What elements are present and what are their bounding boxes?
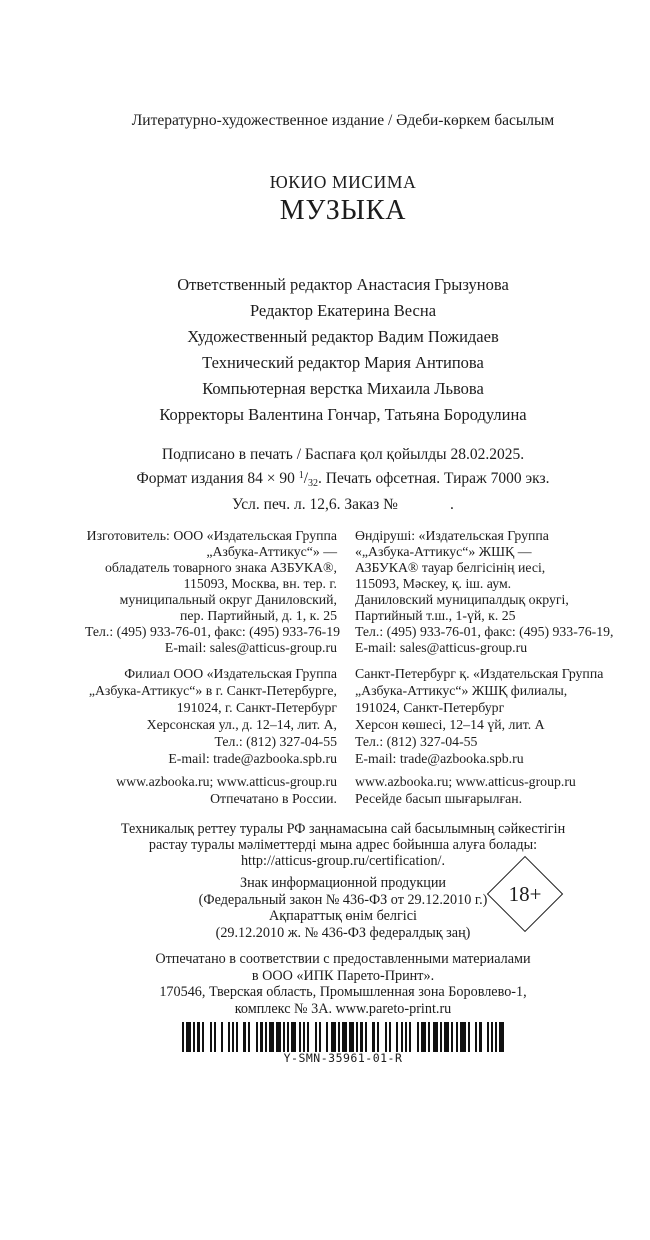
manufacturer-line: «„Азбука-Аттикус“» ЖШҚ — xyxy=(355,544,532,559)
signed-to-print-line: Подписано в печать / Баспаға қол қойылды 28.02.2025. xyxy=(161,446,525,463)
manufacturer-kazakh-column xyxy=(355,528,613,656)
branch-line: 191024, Санкт-Петербург xyxy=(355,700,505,715)
info-sign-line: (29.12.2010 ж. № 436-ФЗ федералдық заң) xyxy=(215,924,471,941)
branch-line: Филиал ООО «Издательская Группа xyxy=(124,666,337,681)
info-sign-line: (Федеральный закон № 436-ФЗ от 29.12.2010 г.) xyxy=(198,891,488,908)
barcode-caption: Y-SMN-35961-01-R xyxy=(283,1051,403,1065)
websites-line: www.azbooka.ru; www.atticus-group.ru xyxy=(355,774,576,789)
branch-phone-line: Тел.: (812) 327-04-55 xyxy=(355,734,478,749)
book-title: МУЗЫКА xyxy=(279,195,407,226)
order-number-line: Усл. печ. л. 12,6. Заказ № . xyxy=(232,496,454,513)
websites-block xyxy=(85,773,601,807)
printing-house-block xyxy=(85,951,601,1017)
manufacturer-phone-line: Тел.: (495) 933-76-01, факс: (495) 933-76-19, xyxy=(355,624,614,639)
branch-line: „Азбука-Аттикус“» ЖШҚ филиалы, xyxy=(355,683,568,698)
manufacturer-email-line: E-mail: sales@atticus-group.ru xyxy=(355,640,528,655)
edition-type-line: Литературно-художественное издание / Әдеби-көркем басылым xyxy=(131,112,555,129)
printer-line: в ООО «ИПК Парето-Принт». xyxy=(251,967,435,984)
manufacturer-line: Изготовитель: ООО «Издательская Группа xyxy=(86,528,337,543)
printer-line: 170546, Тверская область, Промышленная зона Боровлево-1, xyxy=(159,984,527,1000)
age-rating-badge xyxy=(487,856,563,932)
printed-in-line: Отпечатано в России. xyxy=(210,791,337,806)
manufacturer-line: пер. Партийный, д. 1, к. 25 xyxy=(180,608,337,623)
branch-phone-line: Тел.: (812) 327-04-55 xyxy=(214,734,337,749)
branch-line: Херсонская ул., д. 12–14, лит. А, xyxy=(146,717,337,732)
manufacturer-line: Партийный т.ш., 1-үй, к. 25 xyxy=(355,608,516,623)
barcode xyxy=(85,1022,601,1065)
info-sign-line: Знак информационной продукции xyxy=(239,875,447,891)
certification-url-line: http://atticus-group.ru/certification/. xyxy=(240,853,446,869)
fraction-numerator: 1 xyxy=(298,470,304,481)
manufacturer-line: Даниловский муниципалдық округі, xyxy=(355,592,569,607)
branch-line: Санкт-Петербург қ. «Издательская Группа xyxy=(355,666,604,681)
branch-email-line: E-mail: trade@azbooka.spb.ru xyxy=(355,751,524,766)
staff-line: Корректоры Валентина Гончар, Татьяна Бородулина xyxy=(159,405,527,424)
staff-line: Художественный редактор Вадим Пожидаев xyxy=(187,327,499,346)
manufacturer-line: „Азбука-Аттикус“» — xyxy=(206,544,337,559)
manufacturer-russian-column xyxy=(85,528,340,656)
barcode-bars xyxy=(182,1022,504,1052)
manufacturer-line: Өндіруші: «Издательская Группа xyxy=(355,528,549,543)
branch-block xyxy=(85,665,604,767)
manufacturer-block xyxy=(85,528,614,656)
websites-line: www.azbooka.ru; www.atticus-group.ru xyxy=(116,774,337,789)
branch-email-line: E-mail: trade@azbooka.spb.ru xyxy=(168,751,337,766)
printer-line: Отпечатано в соответствии с предоставленными материалами xyxy=(155,951,531,967)
branch-line: 191024, г. Санкт-Петербург xyxy=(176,700,337,715)
manufacturer-line: 115093, Мәскеу, қ. іш. аум. xyxy=(355,576,512,591)
format-line: Формат издания 84 × 90 $^1/_{32}$. Печать офсетная. Тираж 7000 экз. xyxy=(136,470,550,489)
manufacturer-phone-line: Тел.: (495) 933-76-01, факс: (495) 933-76-19 xyxy=(85,624,340,639)
author-name: ЮКИО МИСИМА xyxy=(269,172,417,192)
branch-kazakh-column xyxy=(355,665,603,767)
printed-in-line: Ресейде басып шығарылған. xyxy=(355,791,523,806)
colophon-page xyxy=(85,0,614,1065)
manufacturer-line: обладатель товарного знака АЗБУКА®, xyxy=(104,560,337,575)
manufacturer-line: АЗБУКА® тауар белгісінің иесі, xyxy=(355,560,546,575)
staff-line: Технический редактор Мария Антипова xyxy=(202,353,484,372)
certification-line: растау туралы мәліметтерді мына адрес бойынша алуға болады: xyxy=(148,837,538,853)
printer-line: комплекс № 3А. www.pareto-print.ru xyxy=(234,1000,452,1017)
websites-russian-column xyxy=(85,773,337,807)
branch-line: Херсон көшесі, 12–14 үй, лит. А xyxy=(355,717,545,732)
websites-kazakh-column xyxy=(355,773,601,807)
branch-russian-column xyxy=(85,665,337,767)
print-run-info xyxy=(85,444,601,515)
fraction-denominator: 32 xyxy=(308,478,319,489)
staff-credits xyxy=(85,272,601,428)
staff-line: Редактор Екатерина Весна xyxy=(249,301,437,320)
certification-line: Техникалық реттеу туралы РФ заңнамасына сай басылымның сәйкестігін xyxy=(120,821,566,837)
info-sign-line: Ақпараттық өнім белгісі xyxy=(269,908,417,924)
manufacturer-line: муниципальный округ Даниловский, xyxy=(119,592,337,607)
manufacturer-email-line: E-mail: sales@atticus-group.ru xyxy=(164,640,337,655)
age-rating-label: 18+ xyxy=(508,881,542,906)
branch-line: „Азбука-Аттикус“» в г. Санкт-Петербурге, xyxy=(88,683,337,698)
staff-line: Компьютерная верстка Михаила Львова xyxy=(202,379,484,398)
staff-line: Ответственный редактор Анастасия Грызунова xyxy=(177,275,509,294)
manufacturer-line: 115093, Москва, вн. тер. г. xyxy=(183,576,337,591)
